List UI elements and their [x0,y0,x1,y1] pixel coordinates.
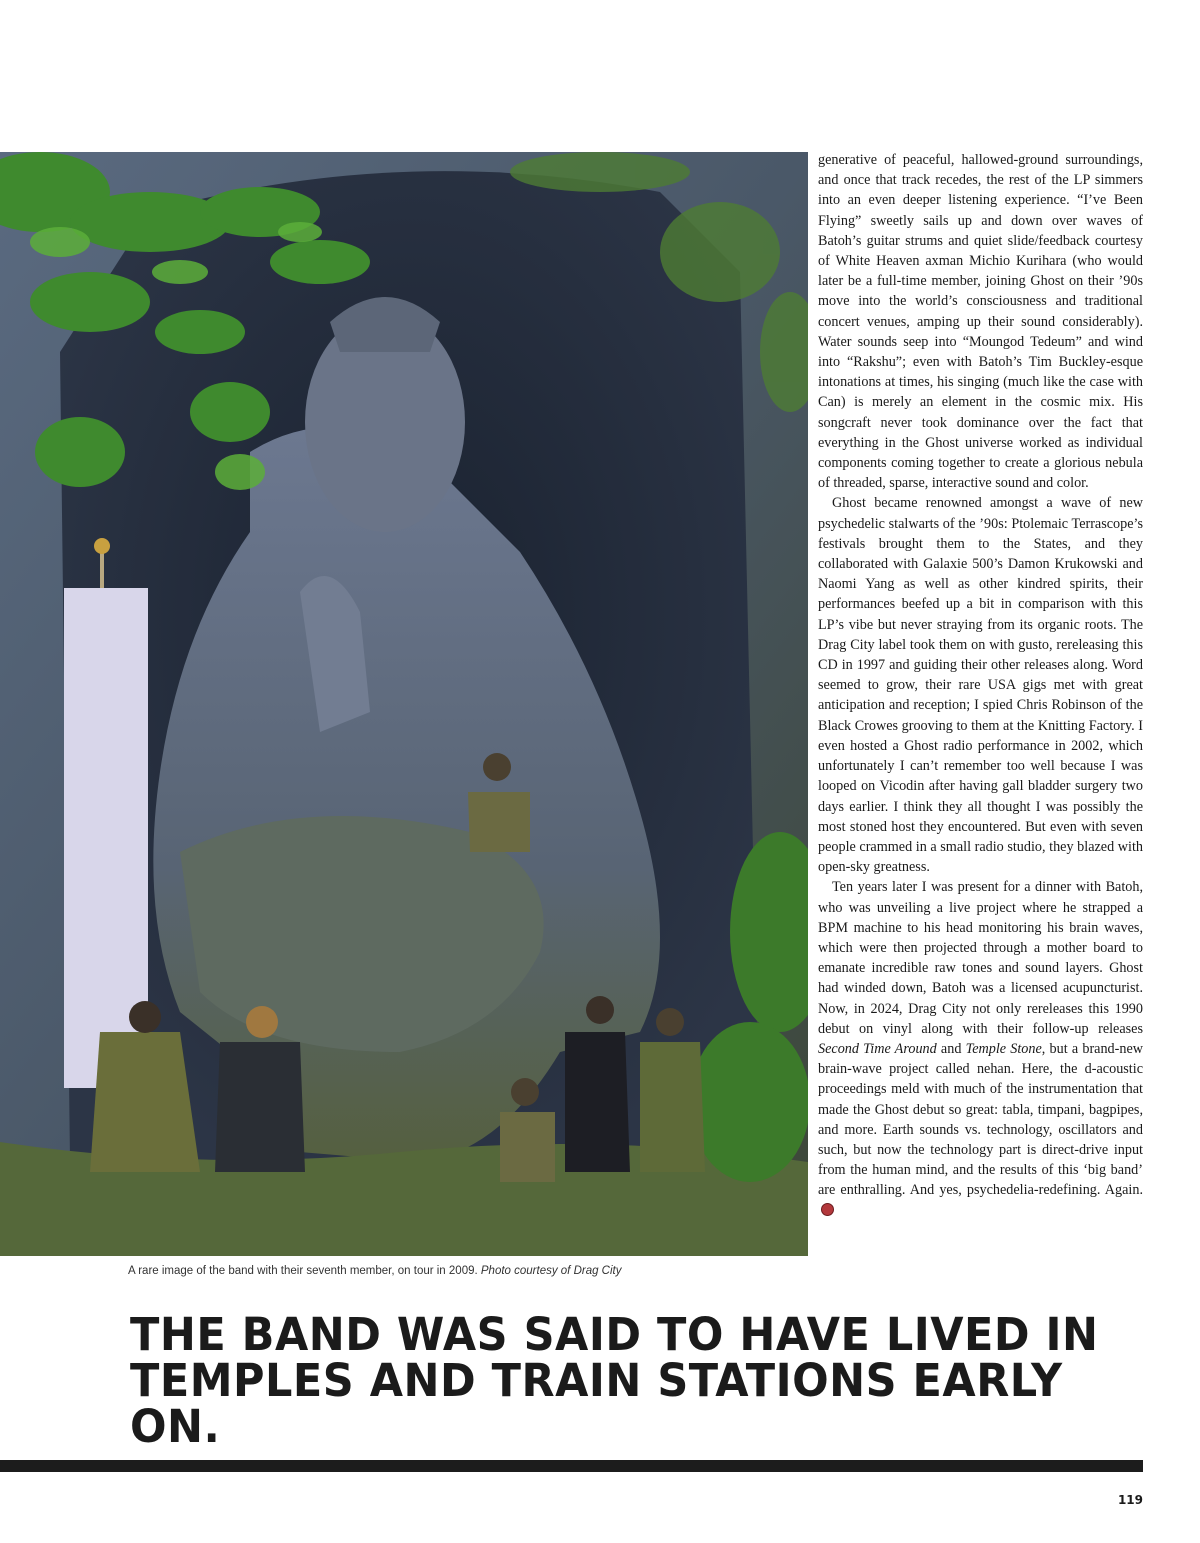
photo-caption [128,1265,788,1277]
pull-quote-line-1: THE BAND WAS SAID TO HAVE LIVED IN [130,1308,1099,1362]
article-paragraph-3-text-a: Ten years later I was present for a dinner with Batoh, who was unveiling a live project where he strapped a BPM machine to his head monitoring his brain waves, which were then projected through a mother board to emanate incredible raw tones and sound layers. Ghost had winded down, Batoh was a licensed acupuncturist. Now, in 2024, Drag City not only rereleases this 1990 debut on vinyl along with their follow-up releases [818,879,1143,1037]
album-title-temple-stone: Temple Stone [965,1040,1042,1057]
article-paragraph-3 [818,877,1143,1220]
album-title-second-time-around: Second Time Around [818,1040,937,1057]
article-paragraph-3-text-c: , but a brand-new brain-wave project called nehan. Here, the d-acoustic proceedings meld with much of the instrumentation that made the Ghost debut so great: tabla, timpani, bagpipes, and more. Earth sounds vs. technology, oscillators and such, but now the technology part is direct-drive input from the human mind, and the results of this ‘big band’ are enthralling. And yes, psychedelia-redefining. Again. [818,1040,1144,1199]
article-paragraph-1: generative of peaceful, hallowed-ground surroundings, and once that track recedes, the rest of the LP simmers into an even deeper listening experience. “I’ve Been Flying” sweetly sails up and down over waves of Batoh’s guitar strums and quiet slide/feedback courtesy of White Heaven axman Michio Kurihara (who would later be a full-time member, joining Ghost on their ’90s move into the world’s consciousness and traditional concert venues, amping up their sound considerably). Water sounds seep into “Moungod Tedeum” and wind into “Rakshu”; even with Batoh’s Tim Buckley-esque intonations at times, his singing (much like the case with Can) is merely an element in the cosmic mix. His songcraft never took dominance over the fact that everything in the Ghost universe worked as individual components coming together to create a glorious nebula of threaded, sparse, interactive sound and color. [818,152,1143,492]
article-paragraph-3-text-b: and [936,1040,966,1057]
pull-quote-line-2: TEMPLES AND TRAIN STATIONS EARLY ON. [130,1355,1063,1454]
article-paragraph-2: Ghost became renowned amongst a wave of new psychedelic stalwarts of the ’90s: Ptolemaic Terrascope’s festivals brought them to the States, and they collaborated with Galaxie 500’s Damon Krukowski and Naomi Yang as well as other kindred spirits, their performances beefed up a bit in comparison with this LP’s vibe but never straying from its organic roots. The Drag City label took them on with gusto, rereleasing this CD in 1997 and guiding their other releases along. Word seemed to grow, their rare USA gigs met with great anticipation and reception; I spied Chris Robinson of the Black Crowes grooving to them at the Knitting Factory. I even hosted a Ghost radio performance in 2002, which unfortunately I can’t remember too well because I was looped on Vicodin after having gall bladder surgery two days earlier. I think they all thought I was possibly the most stoned host they encountered. But even with seven people crammed in a small radio studio, they blazed with open-sky greatness. [818,495,1143,876]
caption-text: A rare image of the band with their seventh member, on tour in 2009. [128,1265,481,1277]
end-of-article-icon [821,1203,834,1216]
page-number: 119 [1117,1493,1143,1507]
band-photo [0,152,808,1256]
footer-rule [0,1460,1143,1472]
pull-quote [130,1308,1130,1454]
article-body [818,150,1143,1221]
caption-credit: Photo courtesy of Drag City [480,1265,622,1277]
